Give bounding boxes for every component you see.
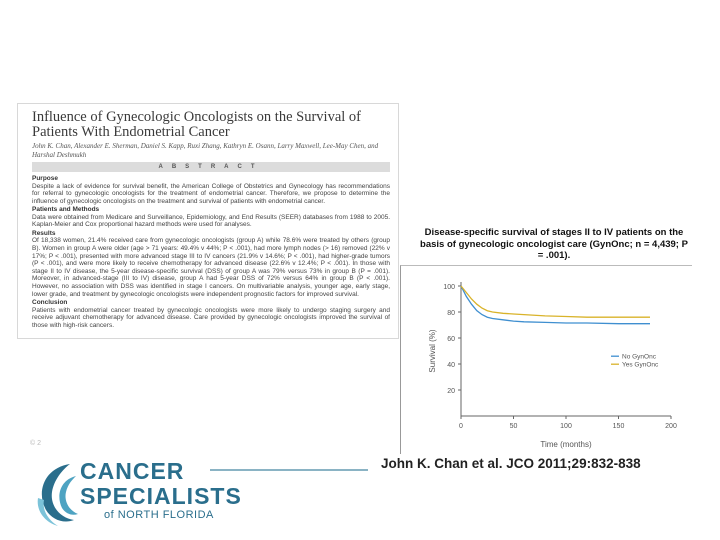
section-heading: Purpose (32, 175, 59, 182)
slide-number: © 2 (30, 440, 41, 447)
logo-text-specialists: SPECIALISTS (80, 483, 242, 509)
logo-mark-icon (30, 458, 82, 528)
journal-abstract (17, 103, 399, 339)
abstract-sections (32, 175, 390, 330)
section-body: Patients with endometrial cancer treated by gynecologic oncologists were more likely to undergo staging surgery and receive adjuvant chemotherapy for advanced disease. Care provided by gynecologic oncologists improved the survival of those with high-risk cancers. (32, 306, 390, 329)
x-tick-label: 100 (560, 423, 572, 430)
legend-label-1: Yes GynOnc (622, 361, 659, 369)
y-tick-label: 100 (443, 284, 455, 291)
logo-text-cancer: CANCER (80, 458, 185, 484)
section-heading: Patients and Methods (32, 206, 100, 214)
y-axis-label: Survival (%) (428, 329, 437, 373)
x-tick-label: 150 (612, 423, 625, 430)
abstract-title: Influence of Gynecologic Oncologists on the Survival of Patients With Endometrial Cancer (32, 109, 361, 140)
section-body: Of 18,338 women, 21.4% received care from gynecologic oncologists (group A) while 78.6% were treated by others (group B). Women in group A were older (age > 71 years: 49.4% v 44%; P < .001), had more lymph nodes (> 16) removed (22% v 17%; P < .001), presented with more advanced stage III to IV cancers (21.9% v 14.6%; P < .001), had higher-grade tumors (P < .001), and were more likely to receive chemotherapy for advanced disease (22.6% v 12.4%; P < .001). In those with stage II to IV disease, the 5-year disease-specific survival (DSS) of group A was 79% versus 73% in group B (P = .001). Moreover, in advanced-stage (III to IV) disease, group A had 5-year DSS of 72% versus 64% in group B (P < .001). However, no association with DSS was identified in stage I cancers. On multivariable analysis, younger age, early stage, lower grade, and treatment by gynecologic oncologists were independent prognostic factors for improved survival. (32, 237, 390, 298)
section-body: Despite a lack of evidence for survival benefit, the American College of Obstetrics and Gynecology has recommendations for referral to gynecologic oncologists for the treatment of endometrial cancer. Therefore, we propose to determine the influence of gynecologic oncologists on the treatment and survival of patients with endometrial cancer. (32, 182, 390, 205)
logo-divider (210, 469, 368, 471)
x-axis-label: Time (months) (540, 440, 592, 449)
series-line-0 (461, 286, 650, 324)
y-tick-label: 40 (447, 362, 455, 369)
logo-text-north-florida: of NORTH FLORIDA (104, 509, 214, 521)
series-line-1 (461, 286, 650, 317)
x-tick-label: 50 (509, 423, 518, 430)
section-body: Data were obtained from Medicare and Surveillance, Epidemiology, and End Results (SEER) databases from 1988 to 2005. Kaplan-Meier and Cox proportional hazard methods were used for analyses. (32, 213, 390, 229)
abstract-authors: John K. Chan, Alexander E. Sherman, Daniel S. Kapp, Ruxi Zhang, Kathryn E. Osann, Larry Maxwell, Lee-May Chen, and Harshal Deshmukh (32, 142, 379, 159)
citation: John K. Chan et al. JCO 2011;29:832-838 (381, 456, 641, 471)
y-tick-label: 80 (447, 310, 455, 317)
y-tick-label: 20 (447, 388, 455, 395)
survival-chart (400, 265, 692, 454)
x-tick-label: 0 (459, 423, 463, 430)
section-heading: Conclusion (32, 299, 68, 307)
abstract-header-bar: ABSTRACT (32, 162, 390, 172)
legend-label-0: No GynOnc (622, 353, 656, 361)
section-heading: Results (32, 229, 56, 237)
x-tick-label: 200 (665, 423, 677, 430)
figure-caption: Disease-specific survival of stages II to IV patients on the basis of gynecologic oncologist care (GynOnc; n = 4,439; P = .001). (420, 227, 688, 261)
y-tick-label: 60 (447, 336, 455, 343)
